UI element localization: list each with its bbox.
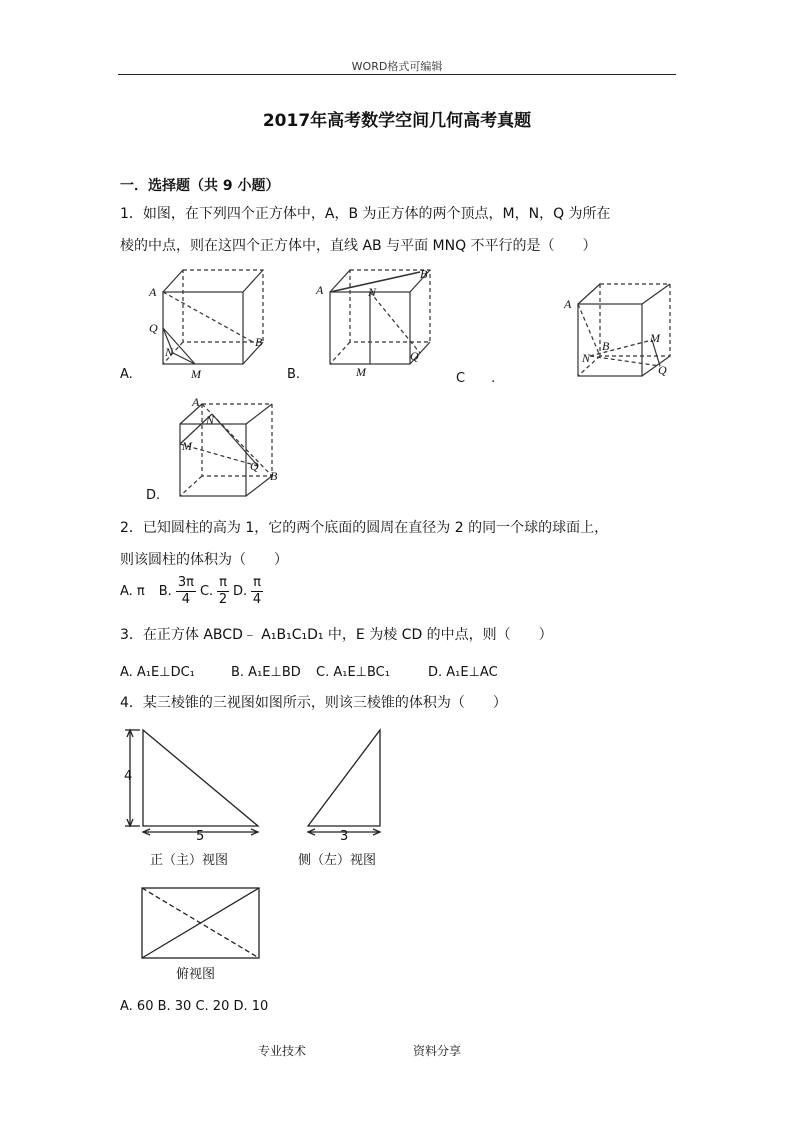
q1-cube-b [312,262,442,382]
page-title: 2017年高考数学空间几何高考真题 [262,111,532,131]
svg-text:B: B [602,339,610,353]
q4-three-views [118,722,408,982]
q1-option-b: B. [287,367,301,382]
svg-text:A: A [192,395,200,409]
svg-text:M: M [182,439,192,453]
svg-text:A: A [316,283,324,297]
q2-fraction-d: $\frac{\pi}{4}$ [252,575,262,607]
q3-option-a: A. A₁E⊥DC₁ [120,665,195,680]
q1-option-d: D. [146,488,161,503]
svg-text:N: N [165,345,174,359]
q2-option-a: A. π [120,584,145,599]
svg-text:Q: Q [250,459,259,473]
q1-cube-a [145,262,275,382]
svg-text:Q: Q [149,321,158,335]
q2-option-c: C. [199,584,214,599]
q4-stem: 4．某三棱锥的三视图如图所示，则该三棱锥的体积为（ ） [120,695,507,711]
q2-line2: 则该圆柱的体积为（ ） [120,552,288,568]
q1-option-a: A. [120,367,133,382]
q2-fraction-b: $\frac{3\pi}{4}$ [177,575,194,607]
q1-line2: 棱的中点，则在这四个正方体中，直线 AB 与平面 MNQ 不平行的是（ ） [120,238,597,254]
q4-top-view-label: 俯视图 [176,967,216,982]
q1-cube-c [560,280,690,390]
svg-text:N: N [368,285,377,299]
svg-text:Q: Q [658,363,667,377]
q1-option-c: C . [456,371,496,386]
q4-dim-side-width: 3 [340,829,349,844]
svg-text:B: B [255,335,263,349]
q2-fraction-c: $\frac{\pi}{2}$ [218,575,228,607]
q3-option-c: C. A₁E⊥BC₁ [316,665,390,680]
q4-dim-height: 4 [124,769,133,784]
q1-line1: 1．如图，在下列四个正方体中，A，B 为正方体的两个顶点，M，N，Q 为所在 [120,206,611,222]
q4-options: A. 60 B. 30 C. 20 D. 10 [120,999,269,1014]
page-header: WORD格式可编辑 [351,60,443,73]
svg-text:N: N [582,351,591,365]
q3-stem: 3．在正方体 ABCD﹣ A₁B₁C₁D₁ 中，E 为棱 CD 的中点，则（ ） [120,627,553,643]
header-rule [118,74,676,75]
svg-text:M: M [356,365,366,379]
q3-option-d: D. A₁E⊥AC [428,665,498,680]
svg-text:Q: Q [410,349,419,363]
footer-left: 专业技术 [258,1044,307,1058]
footer-right: 资料分享 [413,1044,462,1058]
svg-text:A: A [149,285,157,299]
svg-text:A: A [564,297,572,311]
svg-text:M: M [650,331,660,345]
q3-option-b: B. A₁E⊥BD [231,665,301,680]
svg-text:N: N [206,413,215,427]
svg-text:B: B [270,469,278,483]
q2-option-b: B. [158,584,172,599]
q1-cube-d [166,394,291,504]
svg-text:M: M [191,367,201,381]
q4-dim-front-width: 5 [196,829,205,844]
section-heading: 一．选择题（共 9 小题） [120,178,280,194]
svg-text:B: B [420,267,428,281]
q4-side-view-label: 侧（左）视图 [298,853,377,868]
q2-option-d: D. [232,584,248,599]
q4-front-view-label: 正（主）视图 [150,853,229,868]
q2-line1: 2．已知圆柱的高为 1，它的两个底面的圆周在直径为 2 的同一个球的球面上， [120,520,609,536]
q2-options [120,575,267,608]
